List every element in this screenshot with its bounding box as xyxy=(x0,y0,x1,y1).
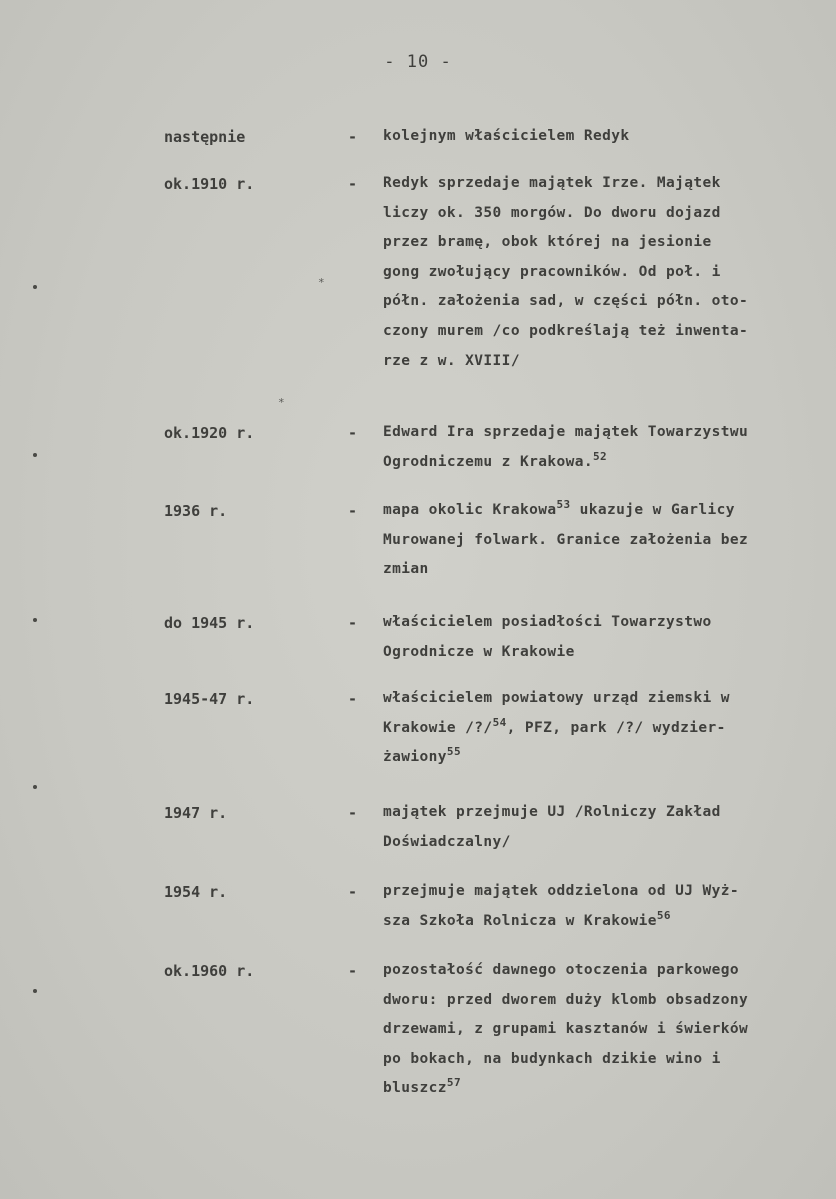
footnote-ref: 52 xyxy=(592,449,608,463)
text-line xyxy=(383,877,803,907)
footnote-ref: 56 xyxy=(656,908,671,922)
line-text: bluszcz xyxy=(383,1080,447,1097)
text-line xyxy=(383,347,803,377)
entry-text xyxy=(383,169,803,376)
entry-dash: - xyxy=(348,175,358,193)
entry-text xyxy=(383,684,803,773)
entry-date: 1947 r. xyxy=(164,804,228,822)
entry-dash: - xyxy=(348,962,358,980)
line-text: rze z w. XVIII/ xyxy=(383,352,520,369)
text-line xyxy=(383,608,803,638)
text-line xyxy=(383,496,803,526)
line-text: żawiony xyxy=(383,749,447,766)
text-line xyxy=(383,684,803,714)
line-text: przez bramę, obok której na jesionie xyxy=(383,234,712,251)
entry-dash: - xyxy=(348,614,358,632)
text-line xyxy=(383,169,803,199)
line-text: półn. założenia sad, w części półn. oto- xyxy=(383,293,749,310)
line-text: dworu: przed dworem duży klomb obsadzony xyxy=(383,991,749,1008)
line-text: Edward Ira sprzedaje majątek Towarzystwu xyxy=(383,424,749,440)
line-text: przejmuje majątek oddzielona od UJ Wyż- xyxy=(383,883,740,899)
line-text: zmian xyxy=(383,561,429,578)
text-line xyxy=(383,418,803,448)
entry-date: ok.1920 r. xyxy=(164,424,255,442)
line-text: drzewami, z grupami kasztanów i świerków xyxy=(383,1021,749,1038)
text-line xyxy=(383,448,803,478)
text-line xyxy=(383,228,803,258)
text-line xyxy=(383,828,803,858)
line-text: Ogrodniczemu z Krakowa. xyxy=(383,453,593,470)
line-text: liczy ok. 350 morgów. Do dworu dojazd xyxy=(383,204,721,221)
text-line xyxy=(383,1045,803,1075)
line-text: Doświadczalny/ xyxy=(383,833,511,850)
stray-mark: * xyxy=(318,276,325,289)
text-line xyxy=(383,798,803,828)
entry-text xyxy=(383,122,803,152)
entry-date: ok.1910 r. xyxy=(164,175,255,193)
entry-text xyxy=(383,877,803,936)
line-text-continued: , PFZ, park /?/ wydzier- xyxy=(506,719,726,736)
line-text: majątek przejmuje UJ /Rolniczy Zakład xyxy=(383,804,721,820)
line-text: mapa okolic Krakowa xyxy=(383,502,557,518)
text-line xyxy=(383,199,803,229)
margin-mark xyxy=(33,785,37,789)
entry-dash: - xyxy=(348,502,358,520)
text-line xyxy=(383,317,803,347)
entry-date: 1945-47 r. xyxy=(164,690,255,708)
line-text: Redyk sprzedaje majątek Irze. Majątek xyxy=(383,175,721,191)
footnote-ref: 54 xyxy=(492,715,507,729)
entry-text xyxy=(383,418,803,477)
line-text: po bokach, na budynkach dzikie wino i xyxy=(383,1050,721,1067)
entry-dash: - xyxy=(348,424,358,442)
line-text: czony murem /co podkreślają też inwenta- xyxy=(383,322,749,339)
text-line xyxy=(383,714,803,744)
entry-text xyxy=(383,798,803,857)
entry-dash: - xyxy=(348,128,358,146)
text-line xyxy=(383,907,803,937)
line-text-continued: ukazuje w Garlicy xyxy=(570,502,735,518)
text-line xyxy=(383,1074,803,1104)
entry-dash: - xyxy=(348,690,358,708)
entry-text xyxy=(383,496,803,585)
margin-mark xyxy=(33,285,37,289)
stray-mark: * xyxy=(278,396,285,409)
margin-mark xyxy=(33,618,37,622)
text-line xyxy=(383,122,803,152)
entry-text xyxy=(383,608,803,667)
entry-date: do 1945 r. xyxy=(164,614,255,632)
footnote-ref: 57 xyxy=(446,1076,461,1090)
entry-dash: - xyxy=(348,804,358,822)
line-text: kolejnym właścicielem Redyk xyxy=(383,128,630,144)
entry-text xyxy=(383,956,803,1104)
text-line xyxy=(383,638,803,668)
margin-mark xyxy=(33,989,37,993)
entry-date: ok.1960 r. xyxy=(164,962,255,980)
line-text: pozostałość dawnego otoczenia parkowego xyxy=(383,962,740,978)
line-text: sza Szkoła Rolnicza w Krakowie xyxy=(383,912,657,929)
text-line xyxy=(383,956,803,986)
footnote-ref: 55 xyxy=(446,745,461,759)
text-line xyxy=(383,258,803,288)
text-line xyxy=(383,555,803,585)
page-number: - 10 - xyxy=(384,52,452,72)
text-line xyxy=(383,743,803,773)
entry-date: 1936 r. xyxy=(164,502,228,520)
line-text: Krakowie /?/ xyxy=(383,719,493,736)
line-text: właścicielem powiatowy urząd ziemski w xyxy=(383,690,730,706)
text-line xyxy=(383,1015,803,1045)
line-text: gong zwołujący pracowników. Od poł. i xyxy=(383,263,721,280)
margin-mark xyxy=(33,453,37,457)
entry-dash: - xyxy=(348,883,358,901)
line-text: Ogrodnicze w Krakowie xyxy=(383,643,575,660)
text-line xyxy=(383,526,803,556)
text-line xyxy=(383,986,803,1016)
line-text: Murowanej folwark. Granice założenia bez xyxy=(383,531,749,548)
line-text: właścicielem posiadłości Towarzystwo xyxy=(383,614,712,630)
text-line xyxy=(383,287,803,317)
entry-date: 1954 r. xyxy=(164,883,228,901)
entry-date: następnie xyxy=(164,128,246,146)
footnote-ref: 53 xyxy=(556,498,571,511)
